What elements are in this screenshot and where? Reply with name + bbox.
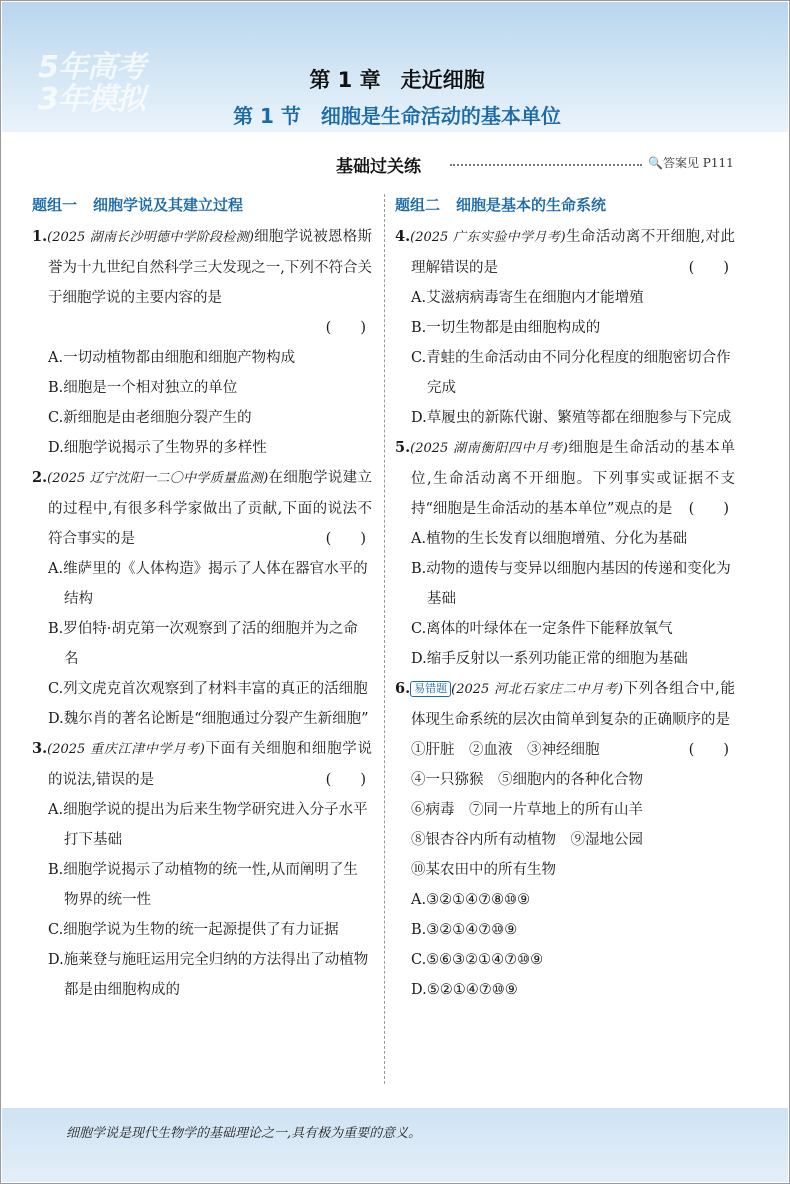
- question-text: 下面有关细胞和细胞学说的说法,错误的是: [48, 741, 372, 788]
- section-name: 细胞是生命活动的基本单位: [320, 104, 561, 128]
- question-stem: [32, 463, 372, 554]
- question-number: 3.: [32, 740, 48, 757]
- option-a[interactable]: A.③②①④⑦⑧⑩⑨: [411, 892, 531, 908]
- column-divider: [384, 194, 385, 1084]
- question-source: (2025 湖南衡阳四中月考): [410, 441, 568, 456]
- option-c[interactable]: C.列文虎克首次观察到了材料丰富的真正的活细胞: [48, 681, 368, 697]
- list-item: ①肝脏 ②血液 ③神经细胞: [411, 742, 600, 758]
- brand-line-2: 3年模拟: [38, 82, 145, 117]
- question-1: [32, 222, 372, 463]
- answer-bracket: ( ): [325, 772, 366, 788]
- option-a[interactable]: A.艾滋病病毒寄生在细胞内才能增殖: [411, 290, 644, 306]
- answer-bracket: ( ): [688, 742, 729, 758]
- brand-line-1: 5年高考: [38, 50, 145, 85]
- option-a[interactable]: A.细胞学说的提出为后来生物学研究进入分子水平打下基础: [48, 802, 368, 848]
- list-item: ④一只猕猴 ⑤细胞内的各种化合物: [411, 772, 643, 788]
- question-number: 5.: [395, 439, 411, 456]
- question-stem: [395, 222, 735, 283]
- question-number: 2.: [32, 469, 48, 486]
- magnifier-icon: 🔍: [648, 156, 663, 170]
- list-item: ⑥病毒 ⑦同一片草地上的所有山羊: [411, 802, 643, 818]
- option-d[interactable]: D.缩手反射以一系列功能正常的细胞为基础: [411, 651, 688, 667]
- practice-title: 基础过关练: [336, 157, 421, 177]
- group-name: 细胞学说及其建立过程: [93, 196, 244, 214]
- practice-bar: [0, 152, 790, 178]
- list-item: ⑧银杏谷内所有动植物 ⑨湿地公园: [411, 832, 643, 848]
- question-stem: [32, 222, 372, 313]
- question-text: 细胞学说被恩格斯誉为十九世纪自然科学三大发现之一,下列不符合关于细胞学说的主要内容的是: [48, 229, 372, 306]
- question-text: 在细胞学说建立的过程中,有很多科学家做出了贡献,下面的说法不符合事实的是: [48, 470, 372, 547]
- list-item: ⑩某农田中的所有生物: [411, 862, 556, 878]
- page-header: [2, 2, 788, 132]
- easy-mistake-badge: 易错题: [410, 681, 451, 697]
- left-column: [32, 192, 372, 1005]
- option-b[interactable]: B.动物的遗传与变异以细胞内基因的传递和变化为基础: [411, 561, 731, 607]
- question-stem: [395, 433, 735, 524]
- answer-row: [32, 313, 372, 343]
- option-a[interactable]: A.植物的生长发育以细胞增殖、分化为基础: [411, 531, 688, 547]
- page-footer: [2, 1108, 788, 1182]
- option-b[interactable]: B.细胞学说揭示了动植物的统一性,从而阐明了生物界的统一性: [48, 862, 358, 908]
- dotted-leader: [450, 164, 642, 166]
- chapter-name: 走近细胞: [400, 68, 485, 92]
- answer-reference: [648, 154, 734, 171]
- group-label: 题组一: [32, 196, 78, 214]
- answer-bracket: ( ): [325, 320, 366, 336]
- option-d[interactable]: D.⑤②①④⑦⑩⑨: [411, 982, 518, 998]
- option-b[interactable]: B.罗伯特·胡克第一次观察到了活的细胞并为之命名: [48, 621, 358, 667]
- question-source: (2025 湖南长沙明德中学阶段检测): [47, 230, 254, 245]
- option-d[interactable]: D.施莱登与施旺运用完全归纳的方法得出了动植物都是由细胞构成的: [48, 952, 369, 998]
- option-c[interactable]: C.青蛙的生命活动由不同分化程度的细胞密切合作完成: [411, 350, 731, 396]
- option-b[interactable]: B.③②①④⑦⑩⑨: [411, 922, 518, 938]
- question-4: [395, 222, 735, 433]
- group-name: 细胞是基本的生命系统: [456, 196, 607, 214]
- right-column: [395, 192, 735, 1005]
- section-number: 第 1 节: [233, 104, 301, 128]
- question-stem: [32, 734, 372, 795]
- question-source: (2025 辽宁沈阳一二〇中学质量监测): [47, 471, 269, 486]
- option-c[interactable]: C.离体的叶绿体在一定条件下能释放氧气: [411, 621, 673, 637]
- footer-note: 细胞学说是现代生物学的基础理论之一,具有极为重要的意义。: [66, 1126, 422, 1141]
- question-source: (2025 重庆江津中学月考): [47, 742, 205, 757]
- group-heading-2: [395, 192, 735, 218]
- option-c[interactable]: C.新细胞是由老细胞分裂产生的: [48, 410, 252, 426]
- option-c[interactable]: C.细胞学说为生物的统一起源提供了有力证据: [48, 922, 339, 938]
- question-5: [395, 433, 735, 674]
- section-title: [2, 100, 790, 129]
- question-source: (2025 广东实验中学月考): [410, 230, 566, 245]
- question-text: 下列各组合中,能体现生命系统的层次由简单到复杂的正确顺序的是: [411, 681, 735, 728]
- question-source: (2025 河北石家庄二中月考): [451, 682, 623, 697]
- answer-bracket: ( ): [688, 260, 729, 276]
- question-number: 4.: [395, 228, 411, 245]
- question-number: 1.: [32, 228, 48, 245]
- option-b[interactable]: B.细胞是一个相对独立的单位: [48, 380, 238, 396]
- answer-bracket: ( ): [325, 531, 366, 547]
- question-2: [32, 463, 372, 734]
- option-b[interactable]: B.一切生物都是由细胞构成的: [411, 320, 601, 336]
- question-number: 6.: [395, 680, 411, 697]
- answer-bracket: ( ): [688, 501, 729, 517]
- option-d[interactable]: D.细胞学说揭示了生物界的多样性: [48, 440, 267, 456]
- question-text: 细胞是生命活动的基本单位,生命活动离不开细胞。下列事实或证据不支持“细胞是生命活动的基本单位”观点的是: [411, 440, 735, 517]
- group-label: 题组二: [395, 196, 441, 214]
- option-d[interactable]: D.魏尔肖的著名论断是“细胞通过分裂产生新细胞”: [48, 711, 369, 727]
- option-d[interactable]: D.草履虫的新陈代谢、繁殖等都在细胞参与下完成: [411, 410, 732, 426]
- chapter-number: 第 1 章: [309, 68, 381, 92]
- group-heading-1: [32, 192, 372, 218]
- option-a[interactable]: A.一切动植物都由细胞和细胞产物构成: [48, 350, 296, 366]
- question-6: [395, 674, 735, 1005]
- answer-ref-text: 答案见 P111: [662, 156, 734, 170]
- option-a[interactable]: A.维萨里的《人体构造》揭示了人体在器官水平的结构: [48, 561, 368, 607]
- question-text: 生命活动离不开细胞,对此理解错误的是: [411, 229, 735, 276]
- question-3: [32, 734, 372, 1005]
- chapter-title: [2, 64, 790, 94]
- option-c[interactable]: C.⑤⑥③②①④⑦⑩⑨: [411, 952, 544, 968]
